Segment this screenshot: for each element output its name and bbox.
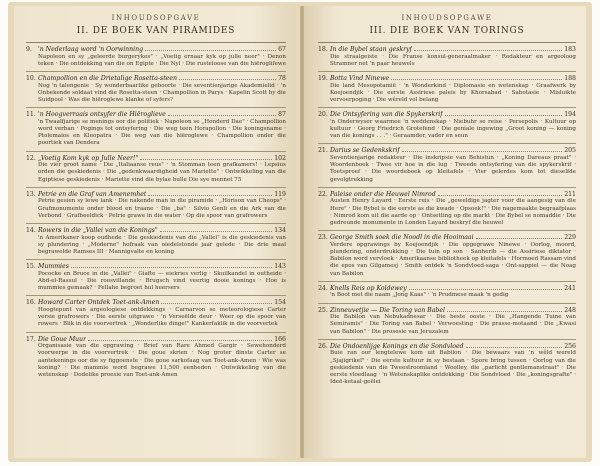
toc-entry [26,75,286,104]
toc-entry [318,234,576,278]
left-toc-list [26,46,286,379]
dot-leader [179,75,276,80]
entry-separator [26,107,286,108]
chapter-summary: Verdere opgrawings by Koejoendjik · Die opgegrawe Ninewe · Oorlog, moord, plundering, onderdrukking · Die tuin op son · Sanherib — die Assiriese diktator · Babilon word vervloek · Amerikaanse bibliotheek op kleitafels · Hormoed Rassam vind die epos van Gilgamesj · Smith ontdek 'n Sondvloed-saga · Ont-sappiel — die Noag van Babilon [330,241,576,277]
dot-leader [445,111,563,116]
toc-entry-heading [26,263,286,271]
chapter-title: Petrie en die Graf van Amenemhet [38,190,147,198]
entry-separator [26,332,286,333]
entry-separator [318,187,576,188]
chapter-title: Knells Reis op Koldewey [330,284,407,292]
right-page-header: INHOUDSOPGAWE [401,14,493,22]
chapter-number: 17. [26,335,36,343]
left-page [14,6,296,458]
entry-separator [26,223,286,224]
dot-leader [140,155,272,160]
chapter-title: Champollion en die Drietalige Rosetta-steen [38,75,177,82]
chapter-summary: Seventienjarige redakteur · Die inskripsie van Behistun · „Koning Dareaus praat" · Woordenboek · Twee vir hoe in die lug · Tweede ontsyfering van die spykerskrif · Toetsproef · Die woordeboek op kleitafels · Vier gelerdes kom tot dieselfde gevolgtrekking [330,155,576,183]
toc-entry-heading [26,155,286,163]
dot-leader [447,307,562,312]
toc-entry-heading [26,299,286,307]
toc-entry [26,155,286,184]
toc-entry-heading [26,336,286,344]
page-number: 211 [564,190,576,198]
page-number: 183 [564,46,576,53]
page-number: 248 [564,306,576,314]
toc-entry [26,191,286,220]
chapter-number: 15. [26,263,36,271]
dot-leader [161,299,272,304]
page-number: 154 [274,299,286,307]
dot-leader [88,336,272,341]
chapter-number: 14. [26,227,36,235]
chapter-summary: Petrie gesien sy lewe lank · Die nakende man in die piramide · „Horison van Cheops" · Grafmonumente onder blood en traane · Die „ba" · Silvio Genli en die Ark van die Verbond · Grafbeeldick · Petrie grawe in die water · Op die spoor van grafrowers [38,198,286,219]
dot-leader [438,191,563,196]
entry-separator [26,259,286,260]
toc-entry-heading [318,285,576,293]
toc-entry-heading [26,227,286,235]
dot-leader [466,343,563,348]
toc-entry [26,336,286,380]
page-number: 78 [278,75,286,82]
dot-leader [160,227,272,232]
dot-leader [71,263,272,268]
page-number: 256 [564,342,576,350]
entry-separator [26,71,286,72]
chapter-title: 'n Hoogverraais ontsyfer die Hiëroglieve [38,111,166,119]
chapter-title: Botta Vind Ninewe [330,75,390,82]
toc-entry [318,191,576,227]
entry-separator [318,303,576,304]
entry-separator [318,339,576,340]
chapter-summary: Napoleon en sy „geleerde burgerykes" · „Voetig ernaar kyk op julle neer" · Denon teken · Die ontdekking van die on Egipte · Die Nyl · Die rusteloose van die hiëroglifewe [38,53,287,67]
chapter-title: Zinneuvetjie — Die Toring van Babel [330,306,445,314]
toc-entry [26,111,286,147]
chapter-summary: Organisasie van die opgrawing · Brief van Rare Ahmed Gargir · Sewehonderd voorwerpe in die voorvertrek · Die goue skrien · Nog groter dinste Carter se aantekenings oor die sy figgoenste · Die goue sarkofaag van Toet-ank-Amen · Wie was koning? · Die mammie word begrawe 11,500 eenheden · Ontwikkeling van die wetenskap · Dodelike proesie van Toet-ank-Amen [38,343,286,379]
chapter-summary: 'n Boot met die naam „Jong Kaas" · 'n Prudmese maak 'n gedig [330,292,509,299]
chapter-number: 24. [318,284,328,292]
entry-separator [26,187,286,188]
entry-separator [318,143,576,144]
page-number: 119 [274,190,286,198]
chapter-summary: 'n Amerikaner koop oudhede · Die geskiedenis van die „Vallei" is die geskiedenis van sy plundering · „Moderne" hofraak van oiedelstonde jaar gelede · Die drie maal begrawelde Ramses III · Mannigvalte en koning [38,234,286,256]
page-number: 102 [274,154,286,162]
chapter-number: 26. [318,342,328,350]
chapter-title: George Smith soek die Noodl in die Hooimaai [330,234,474,242]
dot-leader [402,147,563,152]
toc-entry [26,263,286,292]
toc-entry [318,285,576,300]
dot-leader [409,285,562,290]
chapter-summary: Die land Mesopotamië · 'n Wonderkind · Diplomasie en wetenskap · Graafwerk by Koejoendjik · Die eerste Assiriese paleis by Khorsabad · Sabotasie · Misluikte vervoerpoging · Die wêreld vol belang [330,82,576,103]
chapter-summary: Nog 'n talengenie · Sy wonderbaarlike geboorte · Die seventienjarige Akademielid · 'n Onbekende soldaat vind die Rosetta-steen · Champollion in Parys · Kapelin Scott by die Suidpool · Was die hiëroglewe klanke of syfers? [38,82,286,103]
toc-entry-heading [26,46,286,54]
page-number: 188 [564,75,576,82]
chapter-title: „Voetig Kom kyk op Julle Neer!" [38,154,139,162]
dot-leader [168,111,276,116]
dot-leader [148,191,272,196]
page-number: 67 [278,46,286,53]
chapter-number: 21. [318,147,328,155]
entry-separator [318,107,576,108]
page-number: 205 [564,147,576,155]
chapter-number: 11. [26,111,36,119]
page-number: 194 [564,111,576,119]
toc-entry [26,299,286,328]
dot-leader [414,46,562,51]
chapter-summary: Hoogtepunt van argeologiese ontdekkings · Carnarvon se meteorologiese Carter versie grafrowers · Die eerste uitgrawe · 'n Verseëlde deur · Weer op die spoor van rowers · Blik in die voorvertrek · „Wonderlike dinge!" Kankerfaklik in die voorvertek [38,307,286,328]
entry-separator [318,71,576,72]
toc-entry [318,75,576,104]
right-page-content [318,14,576,389]
right-rule [318,42,576,43]
chapter-number: 9. [26,46,32,53]
page-number: 166 [274,335,286,343]
left-page-header: INHOUDSOPGAVE [111,14,201,22]
chapter-title: Howard Carter Ontdek Toet-ank-Amen [38,299,160,307]
dot-leader [145,46,276,51]
chapter-summary: Buie ran oor lengtelewe kom uit Babilon · Die bewaars van 'n wêld wereld „Sjajigrikel" · Die eerste kultuur in sy bestaan · Spore bring tussen · Oorlog van die geskiedenis van die Tweestroomland · Woolley, die „parlicht gentlemanstraat" · Die eerste vloedlaag · 'n Wetenskaplike ontdekking · Die Sondvloed · Die „koningsgrafte" · Ideë-ketaal-geëlei [330,350,576,386]
toc-entry-heading [318,147,576,155]
chapter-number: 22. [318,190,328,198]
toc-entry [318,147,576,183]
toc-entry-heading [318,75,576,83]
chapter-title: Die Ontsyfering van die Spykerskrif [330,111,443,119]
chapter-summary: Die vier groot name · Die „Italiaanse reus" · 'n Stomman teen grafkamers! · Lepsius orden die geskiedenis · Die „gedenkwaardigheid van Mariette" · Ontwikkeling van die Egiptiese geskiedenis · Mariette vind die bylae bulle Die sye mennet 75 [38,162,286,183]
right-toc-list [318,46,576,386]
toc-entry-heading [318,234,576,242]
entry-separator [26,295,286,296]
chapter-number: 19. [318,75,328,82]
chapter-summary: Die Babilon van Nebukadnesar · Die beste ooste · Die „Hangende Tuine van Semiramis" · Die Toring van Babel · Verwoesting · Die prasse-motaand · Die „Kwasi van Babilon" · Die prosesie van Jeruzalem [330,314,576,335]
toc-entry-heading [318,307,576,315]
chapter-number: 20. [318,111,328,119]
chapter-title: Die Goue Muur [38,335,87,343]
chapter-summary: Die straalgeiste · Die Franse konsul-generaalmaker · Redakteur en argeoloog Stramner net 'n paar heuwels [330,53,576,67]
left-page-content [26,14,286,382]
entry-separator [318,230,576,231]
chapter-title: In die Bybel staan geskryf [330,46,412,53]
page-number: 134 [274,227,286,235]
toc-entry [26,227,286,256]
toc-entry-heading [26,75,286,83]
dot-leader [391,75,562,80]
toc-entry [318,307,576,336]
chapter-number: 25. [318,306,328,314]
right-page [304,6,586,458]
toc-entry [318,46,576,68]
dot-leader [476,234,563,239]
chapter-title: Paleise onder die Heuwel Nimrod [330,190,436,198]
chapter-number: 18. [318,46,328,53]
page-number: 241 [564,284,576,292]
toc-entry [318,111,576,140]
page-number: 143 [274,263,286,271]
page-number: 87 [278,111,286,119]
entry-separator [318,281,576,282]
chapter-title: 'n Nederlaag word 'n Oorwinning [38,46,144,53]
chapter-summary: Pococke en Bruce in die „Vallei" · Giafte — eiekries verlig · Skuilkandel in outheide · Abd-el-Rassul · Die roosvillande · Brugsch vind veertig dooie konings · Hoe is mummies gemaak? · Fellahe begroet hul heersers [38,270,286,292]
entry-separator [26,151,286,152]
right-part-title: III. DIE BOEK VAN TORINGS [369,26,525,36]
chapter-number: 13. [26,190,36,198]
toc-entry [318,343,576,387]
toc-entry-heading [318,111,576,119]
chapter-summary: 'n Onderwyser waarmee 'n weddenskap · Niebuhr se reise · Persepolis · Kultuur op kultuur · Georg Friedrich Grotefend · Die geniale ingewing „Groot koning — koning van die konings . . ." · Geraamder, vader en seun [330,118,576,140]
chapter-title: Mummies [38,263,69,271]
toc-entry-heading [318,46,576,54]
left-part-title: II. DE BOEK VAN PIRAMIDES [76,26,236,36]
chapter-title: Darius se Gedenkskrif [330,147,400,155]
left-rule [26,42,286,43]
chapter-summary: 'n Twaalfjarige se menings oor die politiek · Napoleon se „Honderd Dae" · Champollion word verban · Pogings tot ontsyfering · Die weg teen Horapollon · Die koningsname · Ptolemaios en Kleopatra · Die weg van die hiëroglewe · Champollion onder die poortiek van Dendera [38,118,286,147]
toc-entry-heading [318,191,576,199]
open-book [8,2,592,462]
chapter-number: 12. [26,154,36,162]
chapter-number: 23. [318,234,328,242]
chapter-summary: Austen Henry Layard · Eerste reis · Die „geweldige jagter voor die aangesig van die Here" · Die Bybel is die eerste as die kwade · Opsoek!" · Die nagemaakte begraafplaas · Nimrod kom uit die aarde op · Ontsetting op die markt · Die Bybel se nomaddie · Die gedreunde monumente in Londen Layard beskryf die heuwel [330,198,576,227]
chapter-title: Die Ondoenlijge Konings en die Sondvloed [330,342,464,350]
toc-entry-heading [26,111,286,119]
page-number: 229 [564,234,576,242]
chapter-title: Rowers in die „Vallei van die Konings" [38,227,158,235]
chapter-number: 10. [26,75,36,82]
toc-entry [26,46,286,68]
toc-entry-heading [26,191,286,199]
chapter-number: 16. [26,299,36,307]
